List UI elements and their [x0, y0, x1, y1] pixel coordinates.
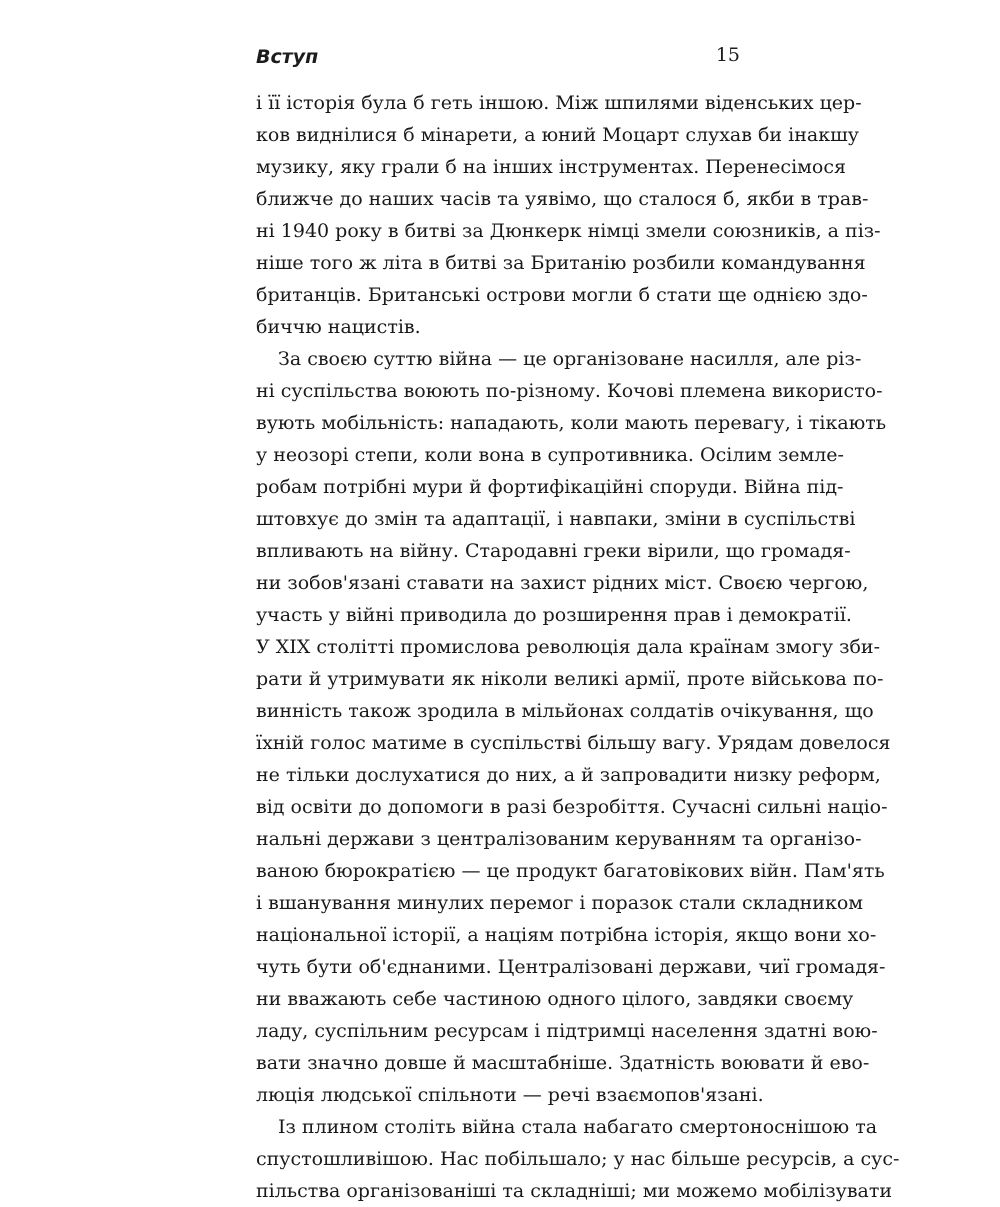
text-line: робам потрібні мури й фортифікаційні споруди. Війна під- — [256, 476, 844, 498]
text-line: вати значно довше й масштабніше. Здатність воювати й ево- — [256, 1052, 870, 1074]
text-line: У XIX столітті промислова революція дала країнам змогу зби- — [256, 636, 880, 658]
page-number: 15 — [715, 44, 740, 66]
text-line: і вшанування минулих перемог і поразок стали складником — [256, 892, 864, 914]
text-line: винність також зродила в мільйонах солдатів очікування, що — [256, 700, 874, 722]
body-text — [256, 87, 900, 1207]
text-line: биччю нацистів. — [256, 316, 421, 338]
text-line: ні 1940 року в битві за Дюнкерк німці змели союзників, а піз- — [256, 220, 881, 242]
text-line: чуть бути об'єднаними. Централізовані держави, чиї громадя- — [256, 956, 886, 978]
text-line: національної історії, а націям потрібна історія, якщо вони хо- — [256, 924, 877, 946]
text-line: штовхує до змін та адаптації, і навпаки, зміни в суспільстві — [256, 508, 856, 530]
text-line: ладу, суспільним ресурсам і підтримці населення здатні вою- — [256, 1020, 878, 1042]
text-line: вують мобільність: нападають, коли мають перевагу, і тікають — [256, 412, 887, 434]
text-line: За своєю суттю війна — це організоване насилля, але різ- — [278, 348, 862, 370]
text-line: ни зобов'язані ставати на захист рідних міст. Своєю чергою, — [256, 572, 869, 594]
text-line: впливають на війну. Стародавні греки вірили, що громадя- — [256, 540, 851, 562]
text-line: участь у війні приводила до розширення прав і демократії. — [256, 604, 852, 626]
text-line: ні суспільства воюють по-різному. Кочові племена використо- — [256, 380, 883, 402]
text-line: музику, яку грали б на інших інструментах. Перенесімося — [256, 156, 846, 178]
text-line: Із плином століть війна стала набагато смертоноснішою та — [278, 1116, 878, 1138]
text-line: не тільки дослухатися до них, а й запровадити низку реформ, — [256, 764, 881, 786]
text-line: ков виднілися б мінарети, а юний Моцарт слухав би інакшу — [256, 124, 859, 146]
text-line: у неозорі степи, коли вона в супротивника. Осілим земле- — [256, 444, 844, 466]
text-line: і її історія була б геть іншою. Між шпилями віденських цер- — [256, 92, 862, 114]
text-line: ни вважають себе частиною одного цілого, завдяки своєму — [256, 988, 854, 1010]
text-line: рати й утримувати як ніколи великі армії, проте військова по- — [256, 668, 884, 690]
text-line: нальні держави з централізованим керуванням та організо- — [256, 828, 862, 850]
text-line: спустошливішою. Нас побільшало; у нас більше ресурсів, а сус- — [256, 1148, 900, 1170]
text-line: ніше того ж літа в битві за Британію розбили командування — [256, 252, 866, 274]
text-line: люція людської спільноти — речі взаємопов'язані. — [256, 1084, 764, 1106]
text-line: британців. Британські острови могли б стати ще однією здо- — [256, 284, 868, 306]
text-line: їхній голос матиме в суспільстві більшу вагу. Урядам довелося — [256, 732, 891, 754]
text-line: ваною бюрократією — це продукт багатовікових війн. Пам'ять — [256, 860, 885, 882]
text-line: пільства організованіші та складніші; ми можемо мобілізувати — [256, 1180, 893, 1202]
running-head-title: Вступ — [256, 46, 319, 68]
text-line: ближче до наших часів та уявімо, що сталося б, якби в трав- — [256, 188, 869, 210]
text-line: від освіти до допомоги в разі безробіття. Сучасні сильні націо- — [256, 796, 888, 818]
